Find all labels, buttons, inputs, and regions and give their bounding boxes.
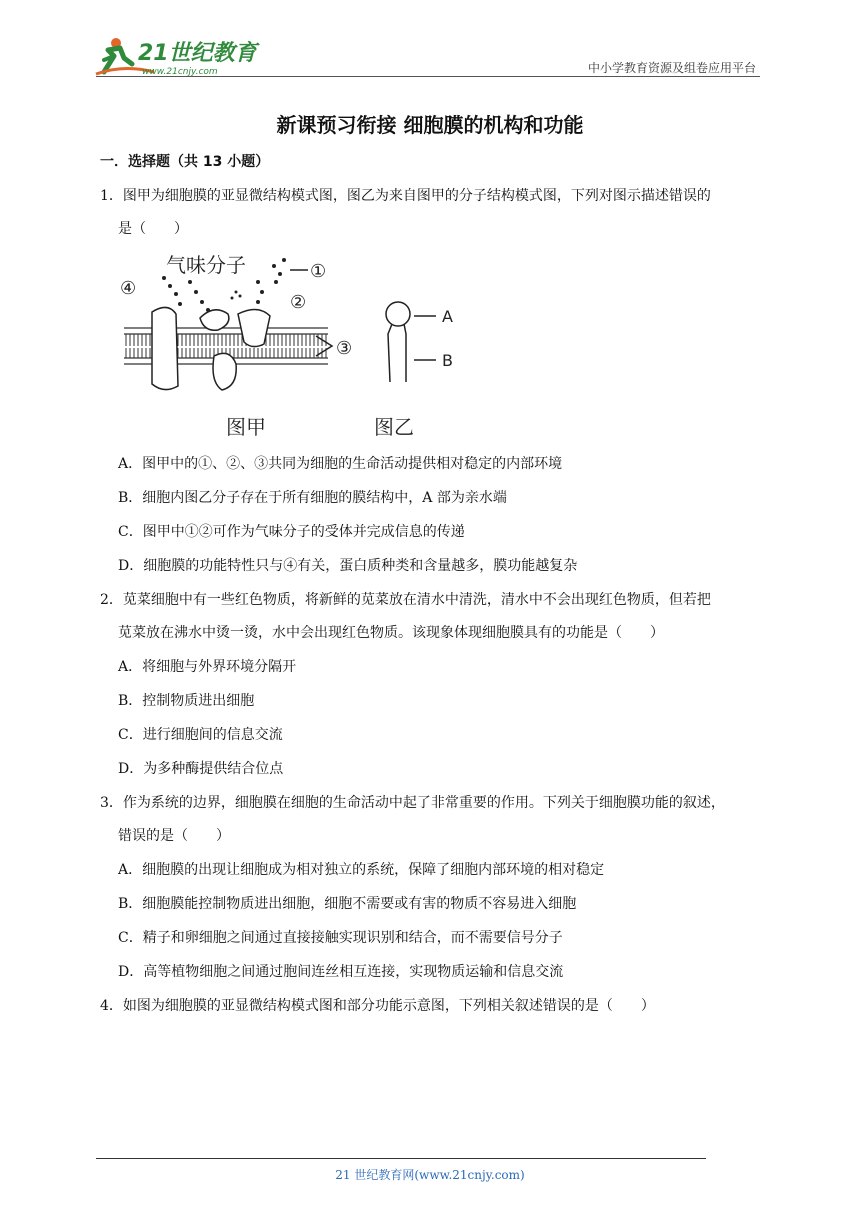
question-2-line2: 苋菜放在沸水中烫一烫，水中会出现红色物质。该现象体现细胞膜具有的功能是（ ） — [118, 625, 664, 641]
question-3-line2: 错误的是（ ） — [118, 828, 230, 844]
q3-option-a: A．细胞膜的出现让细胞成为相对独立的系统，保障了细胞内部环境的相对稳定 — [118, 862, 605, 878]
protein-4 — [152, 307, 178, 389]
q1-option-d: D．细胞膜的功能特性只与④有关，蛋白质种类和含量越多，膜功能越复杂 — [118, 558, 578, 574]
q3-option-b: B．细胞膜能控制物质进出细胞，细胞不需要或有害的物质不容易进入细胞 — [118, 896, 577, 912]
q2-option-b: B．控制物质进出细胞 — [118, 693, 255, 709]
logo-text: 21世纪教育 — [138, 41, 257, 66]
protein-inner — [213, 353, 236, 390]
platform-name: 中小学教育资源及组卷应用平台 — [587, 61, 756, 75]
membrane-figure — [118, 252, 478, 442]
page-title: 新课预习衔接 细胞膜的机构和功能 — [276, 113, 584, 137]
phospholipid-head — [386, 302, 410, 326]
q1-option-a: A．图甲中的①、②、③共同为细胞的生命活动提供相对稳定的内部环境 — [118, 456, 563, 472]
question-2 — [100, 584, 766, 650]
q2-option-a: A．将细胞与外界环境分隔开 — [118, 659, 297, 675]
question-4 — [100, 990, 766, 1023]
footer-link[interactable]: 21 世纪教育网(www.21cnjy.com) — [335, 1168, 525, 1182]
caption-yi: 图乙 — [374, 415, 414, 439]
question-3 — [100, 787, 766, 853]
marker-4: ④ — [120, 278, 137, 299]
q1-option-b: B．细胞内图乙分子存在于所有细胞的膜结构中，A 部为亲水端 — [118, 490, 507, 506]
membrane-diagram — [118, 252, 478, 442]
question-1 — [100, 180, 766, 246]
footer-divider — [96, 1158, 706, 1159]
label-b: B — [442, 351, 453, 370]
section-heading: 一．选择题（共 13 小题） — [100, 154, 270, 170]
marker-3: ③ — [336, 338, 353, 359]
marker-1: ① — [310, 261, 327, 282]
question-4-line1: 4．如图为细胞膜的亚显微结构模式图和部分功能示意图，下列相关叙述错误的是（ ） — [100, 998, 655, 1014]
q3-option-d: D．高等植物细胞之间通过胞间连丝相互连接，实现物质运输和信息交流 — [118, 964, 564, 980]
label-a: A — [442, 307, 453, 326]
question-1-line2: 是（ ） — [118, 221, 188, 237]
protein-2 — [238, 309, 270, 346]
logo-url: www.21cnjy.com — [142, 67, 218, 77]
logo — [94, 34, 274, 78]
question-3-line1: 3．作为系统的边界，细胞膜在细胞的生命活动中起了非常重要的作用。下列关于细胞膜功能的叙述， — [100, 795, 725, 811]
marker-2: ② — [290, 292, 307, 313]
question-2-line1: 2．苋菜细胞中有一些红色物质，将新鲜的苋菜放在清水中清洗，清水中不会出现红色物质，但若把 — [100, 592, 711, 608]
protein-surface — [200, 310, 229, 330]
odor-molecule-label: 气味分子 — [166, 253, 246, 277]
q2-option-c: C．进行细胞间的信息交流 — [118, 727, 283, 743]
q1-option-c: C．图甲中①②可作为气味分子的受体并完成信息的传递 — [118, 524, 465, 540]
logo-runner-icon — [94, 34, 274, 78]
question-1-line1: 1．图甲为细胞膜的亚显微结构模式图，图乙为来自图甲的分子结构模式图，下列对图示描述错误的 — [100, 188, 711, 204]
q2-option-d: D．为多种酶提供结合位点 — [118, 761, 284, 777]
header-divider — [96, 76, 760, 77]
q3-option-c: C．精子和卵细胞之间通过直接接触实现识别和结合，而不需要信号分子 — [118, 930, 563, 946]
caption-jia: 图甲 — [226, 415, 266, 439]
